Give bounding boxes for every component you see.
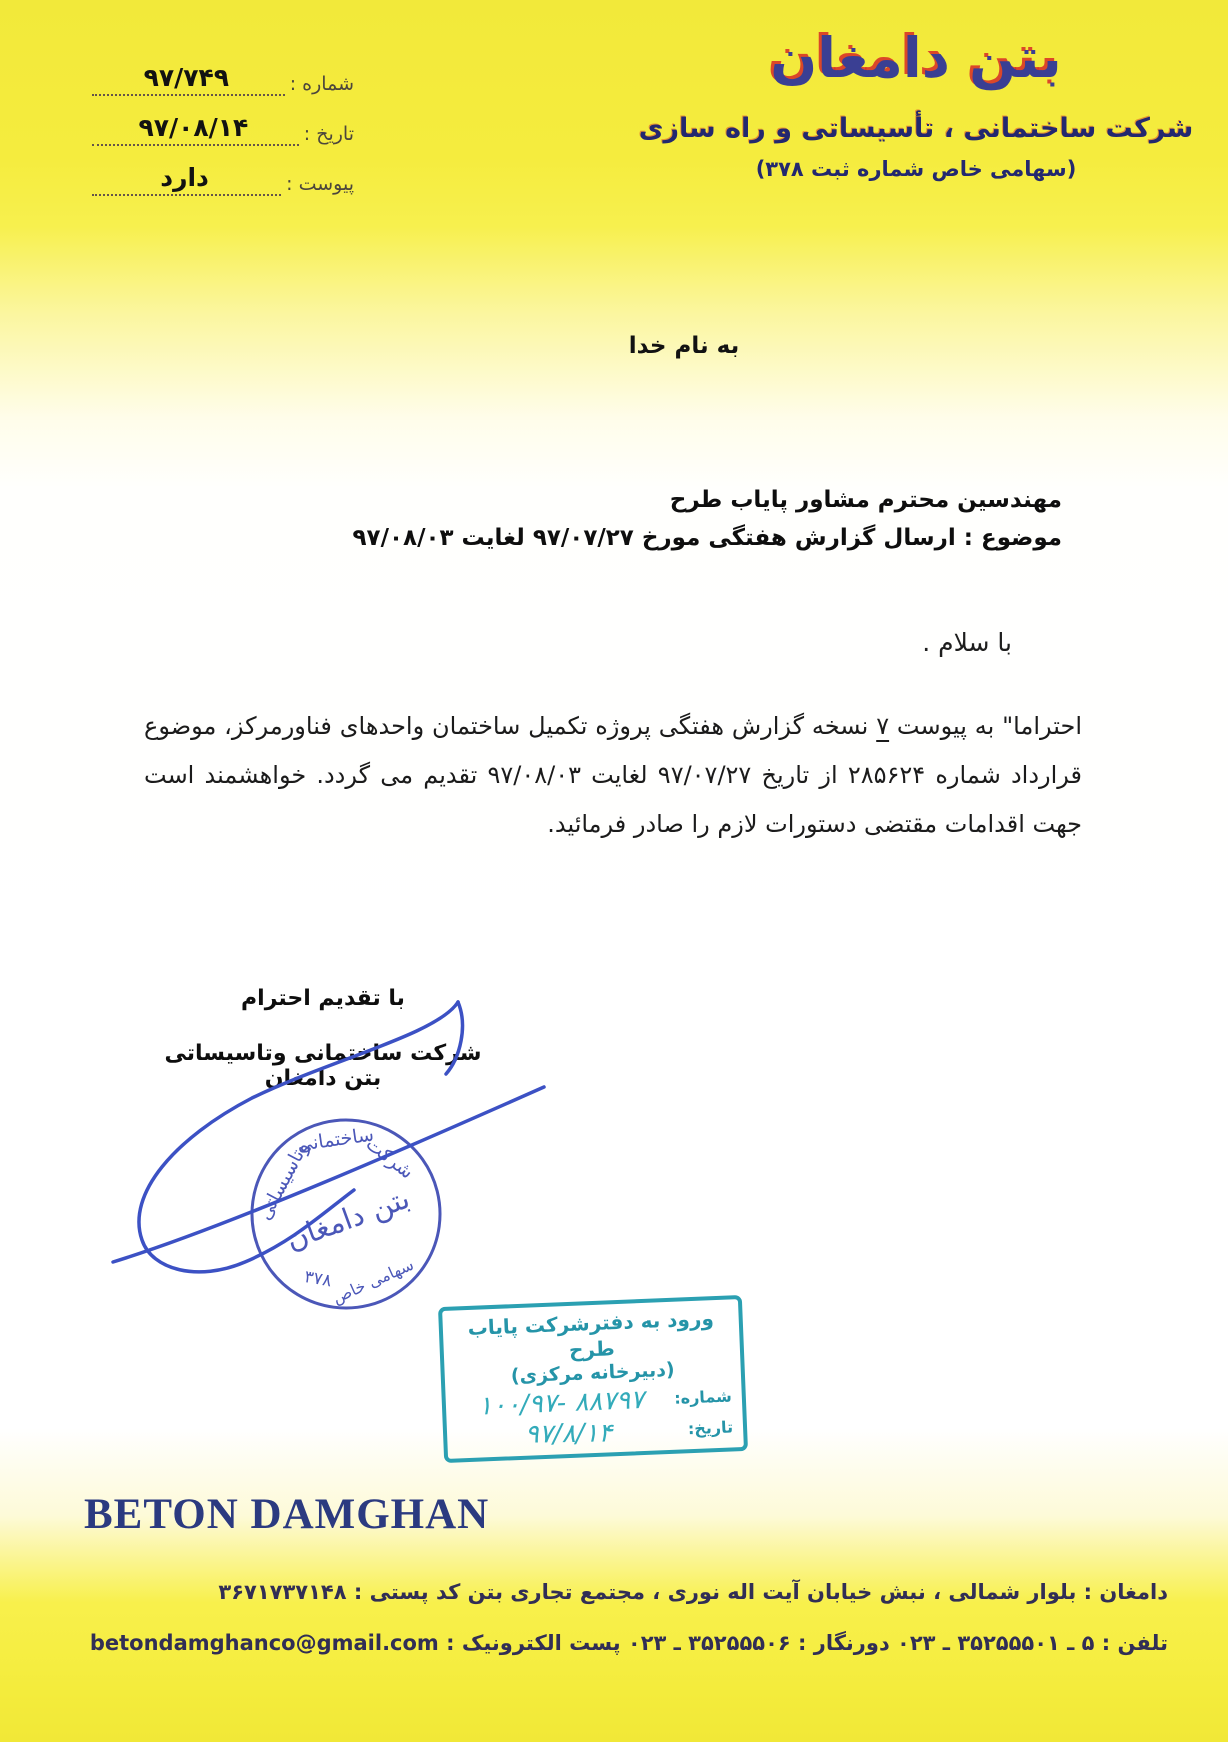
letter-body-part2: نسخه گزارش هفتگی پروژه تکمیل ساختمان واحدهای فناورمرکز، موضوع قرارداد شماره ۲۸۵۶۲۴ از تاریخ ۹۷/۰۷/۲۷ لغایت ۹۷/۰۸/۰۳ تقدیم می گردد. خواهشمند است جهت اقدامات مقتضی دستورات لازم را صادر فرمائید. bbox=[144, 712, 1083, 838]
registry-attachment-value: دارد bbox=[160, 163, 209, 192]
closing-line: با تقدیم احترام bbox=[241, 986, 405, 1011]
entry-stamp-date-label: تاریخ: bbox=[687, 1417, 734, 1439]
entry-stamp bbox=[438, 1295, 748, 1463]
letter-body-copy-count: ۷ bbox=[876, 712, 890, 740]
registry-date-row bbox=[92, 96, 354, 146]
letter-body bbox=[144, 702, 1082, 849]
entry-stamp-number-value: ۱۰۰/۹۷- ۸۸۷۹۷ bbox=[477, 1384, 645, 1422]
latin-company-name: BETON DAMGHAN bbox=[84, 1491, 490, 1538]
closing-block bbox=[150, 986, 496, 1091]
registry-number-line bbox=[92, 44, 285, 96]
entry-stamp-subtitle: (دبیرخانه مرکزی) bbox=[510, 1358, 676, 1388]
stamp-reg-number: ۳۷۸ bbox=[302, 1266, 334, 1292]
registry-fields bbox=[92, 46, 354, 196]
entry-stamp-title: ورود به دفترشرکت پایاب طرح bbox=[467, 1306, 715, 1362]
company-name: بتن دامغان bbox=[770, 26, 1062, 90]
company-round-stamp bbox=[245, 1113, 447, 1315]
registry-number-row bbox=[92, 46, 354, 96]
signer-line: شرکت ساختمانی وتاسیساتی بتن دامغان bbox=[164, 1041, 482, 1091]
subject-line: موضوع : ارسال گزارش هفتگی مورخ ۹۷/۰۷/۲۷ لغایت ۹۷/۰۸/۰۳ bbox=[352, 525, 1062, 551]
footer-contact-line: تلفن : ۵ ـ ۳۵۲۵۵۵۰۱ ـ ۰۲۳ دورنگار : ۳۵۲۵۵۵۰۶ ـ ۰۲۳ پست الکترونیک : betondamghanco@gmail.com bbox=[89, 1631, 1168, 1655]
stamp-arc-word3: وتاسیساتی bbox=[253, 1137, 314, 1224]
registry-attachment-line bbox=[92, 144, 281, 196]
entry-stamp-date-value: ۹۷/۸/۱۴ bbox=[524, 1418, 613, 1450]
entry-stamp-number-label: شماره: bbox=[673, 1386, 733, 1408]
registry-number-value: ۹۷/۷۴۹ bbox=[143, 63, 230, 92]
stamp-arc-word2: ساختمانی bbox=[295, 1123, 376, 1156]
registry-date-line bbox=[92, 94, 299, 146]
footer-address-line: دامغان : بلوار شمالی ، نبش خیابان آیت اله نوری ، مجتمع تجاری بتن کد پستی : ۳۶۷۱۷۳۷۱۴۸ bbox=[218, 1580, 1168, 1604]
footer-block bbox=[56, 1580, 1168, 1655]
bismillah-text: به نام خدا bbox=[628, 333, 740, 359]
stamp-company-name: بتن دامغان bbox=[281, 1180, 415, 1257]
registry-date-label: تاریخ : bbox=[303, 123, 354, 145]
company-registration: (سهامی خاص شماره ثبت ۳۷۸) bbox=[755, 156, 1077, 181]
letter-body-part1: احتراما" به پیوست bbox=[889, 712, 1082, 740]
registry-attachment-row bbox=[92, 146, 354, 196]
company-subtitle: شرکت ساختمانی ، تأسیساتی و راه سازی bbox=[638, 112, 1194, 144]
salutation-line: با سلام . bbox=[922, 628, 1012, 657]
addressee-block bbox=[353, 487, 1062, 551]
addressee-line: مهندسین محترم مشاور پایاب طرح bbox=[669, 487, 1062, 513]
registry-number-label: شماره : bbox=[289, 73, 354, 95]
stamp-arc-word1: شرکت bbox=[361, 1132, 418, 1184]
registry-date-value: ۹۷/۰۸/۱۴ bbox=[138, 113, 249, 142]
stamp-company-type: سهامی خاص bbox=[329, 1254, 417, 1308]
letterhead bbox=[636, 28, 1196, 181]
registry-attachment-label: پیوست : bbox=[286, 173, 354, 195]
